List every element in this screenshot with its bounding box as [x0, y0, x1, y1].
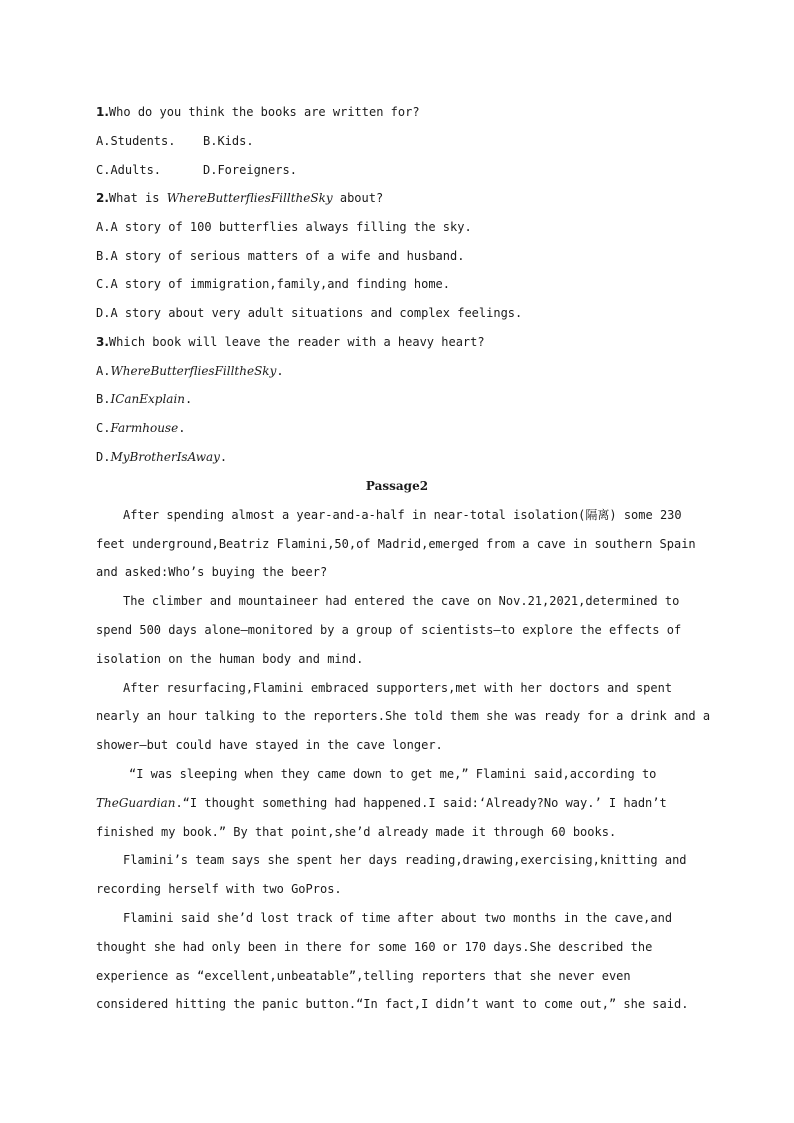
option-d [96, 449, 227, 465]
passage-line: recording herself with two GoPros. [96, 882, 342, 896]
option-end: . [276, 364, 284, 378]
option-letter: C. [96, 421, 111, 435]
option-d: D.Foreigners. [203, 163, 297, 177]
passage-line: After spending almost a year-and-a-half in near-total isolation(隔离) some 230 [123, 508, 682, 522]
passage-line: After resurfacing,Flamini embraced supporters,met with her doctors and spent [123, 681, 673, 695]
option-c: C.A story of immigration,family,and finding home. [96, 277, 451, 291]
option-b: B.Kids. [203, 134, 254, 148]
passage-line: thought she had only been in there for some 160 or 170 days.She described the [96, 940, 653, 954]
option-c [96, 420, 185, 436]
passage-line: “I was sleeping when they came down to get me,” Flamini said,according to [129, 767, 657, 781]
quote-text: .“I thought something had happened.I said:‘Already?No way.’ I hadn’t [175, 796, 667, 810]
option-b: B.A story of serious matters of a wife and husband. [96, 249, 465, 263]
option-letter: D. [96, 450, 111, 464]
passage-line: considered hitting the panic button.“In fact,I didn’t want to come out,” she said. [96, 997, 689, 1011]
option-a: A.Students. [96, 134, 176, 148]
passage-line: experience as “excellent,unbeatable”,telling reporters that she never even [96, 969, 631, 983]
question-3 [96, 334, 485, 350]
passage-line: Flamini said she’d lost track of time after about two months in the cave,and [123, 911, 673, 925]
passage-line [96, 795, 667, 811]
option-d: D.A story about very adult situations and complex feelings. [96, 306, 523, 320]
question-stem-end: about? [332, 191, 384, 205]
question-number: 3. [96, 335, 109, 349]
book-title: WhereButterfliesFilltheSky [166, 191, 333, 205]
book-title: Farmhouse [110, 421, 179, 435]
option-end: . [178, 421, 186, 435]
passage-line: The climber and mountaineer had entered the cave on Nov.21,2021,determined to [123, 594, 680, 608]
passage-line: and asked:Who’s buying the beer? [96, 565, 328, 579]
passage-line: finished my book.” By that point,she’d already made it through 60 books. [96, 825, 617, 839]
option-letter: B. [96, 392, 111, 406]
option-a [96, 363, 284, 379]
book-title: WhereButterfliesFilltheSky [110, 364, 277, 378]
question-number: 1. [96, 105, 109, 119]
option-a: A.A story of 100 butterflies always filling the sky. [96, 220, 472, 234]
passage-line: nearly an hour talking to the reporters.She told them she was ready for a drink and a [96, 709, 711, 723]
book-title: MyBrotherIsAway [110, 450, 220, 464]
option-letter: A. [96, 364, 111, 378]
question-number: 2. [96, 191, 109, 205]
passage-line: isolation on the human body and mind. [96, 652, 364, 666]
passage-line: spend 500 days alone—monitored by a group of scientists—to explore the effects of [96, 623, 682, 637]
passage-title: Passage2 [365, 479, 429, 493]
option-c: C.Adults. [96, 163, 162, 177]
option-row [96, 133, 254, 149]
passage-line: Flamini’s team says she spent her days reading,drawing,exercising,knitting and [123, 853, 687, 867]
question-stem: What is [108, 191, 167, 205]
option-end: . [219, 450, 228, 464]
question-2 [96, 190, 383, 206]
question-stem: Who do you think the books are written for? [108, 105, 420, 119]
question-stem: Which book will leave the reader with a heavy heart? [108, 335, 485, 349]
option-b [96, 391, 192, 407]
option-row [96, 162, 297, 178]
question-1 [96, 104, 420, 120]
passage-line: shower—but could have stayed in the cave longer. [96, 738, 443, 752]
passage-line: feet underground,Beatriz Flamini,50,of Madrid,emerged from a cave in southern Spain [96, 537, 696, 551]
option-end: . [185, 392, 193, 406]
source-name: TheGuardian [96, 796, 176, 810]
book-title: ICanExplain [110, 392, 186, 406]
